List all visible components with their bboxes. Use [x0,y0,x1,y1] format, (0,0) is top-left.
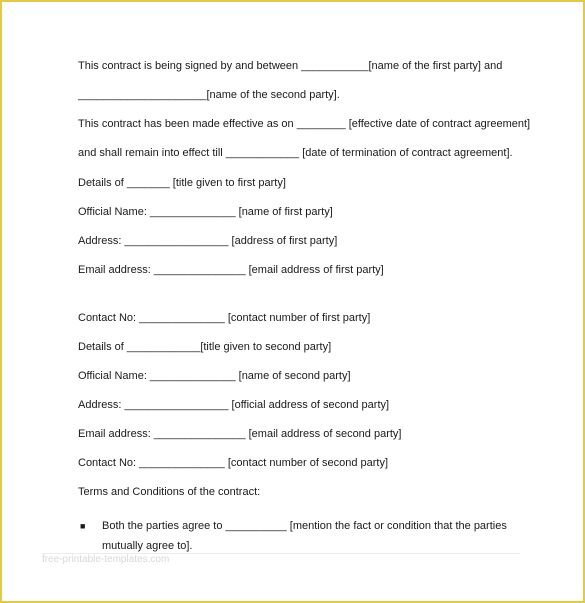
second-party-title-line: Details of ____________[title given to second party] [78,341,332,353]
second-party-email-line: Email address: _______________ [email address of second party] [78,428,402,440]
intro-line: This contract is being signed by and between ___________[name of the first party] and [78,60,503,72]
first-party-address-line: Address: _________________ [address of first party] [78,235,338,247]
second-party-name-line: Official Name: ______________ [name of second party] [78,370,351,382]
first-party-name-line: Official Name: ______________ [name of first party] [78,206,333,218]
second-party-contact-line: Contact No: ______________ [contact number of second party] [78,457,389,469]
first-party-title-line: Details of _______ [title given to first party] [78,177,286,189]
first-party-email-line: Email address: _______________ [email address of first party] [78,264,384,276]
first-party-contact-line: Contact No: ______________ [contact number of first party] [78,312,371,324]
second-party-address-line: Address: _________________ [official address of second party] [78,399,390,411]
second-party-line: _____________________[name of the second party]. [78,89,340,101]
terms-bullet-text: Both the parties agree to __________ [mention the fact or condition that the parties mutually agree to]. [102,520,507,552]
effective-date-line: This contract has been made effective as on ________ [effective date of contract agreement] [78,118,531,130]
square-bullet-icon: ■ [80,521,86,531]
watermark: free-printable-templates.com [42,554,170,565]
termination-date-line: and shall remain into effect till ____________ [date of termination of contract agreement]. [78,147,513,159]
terms-bullet-item [80,516,522,556]
terms-heading: Terms and Conditions of the contract: [78,486,261,498]
